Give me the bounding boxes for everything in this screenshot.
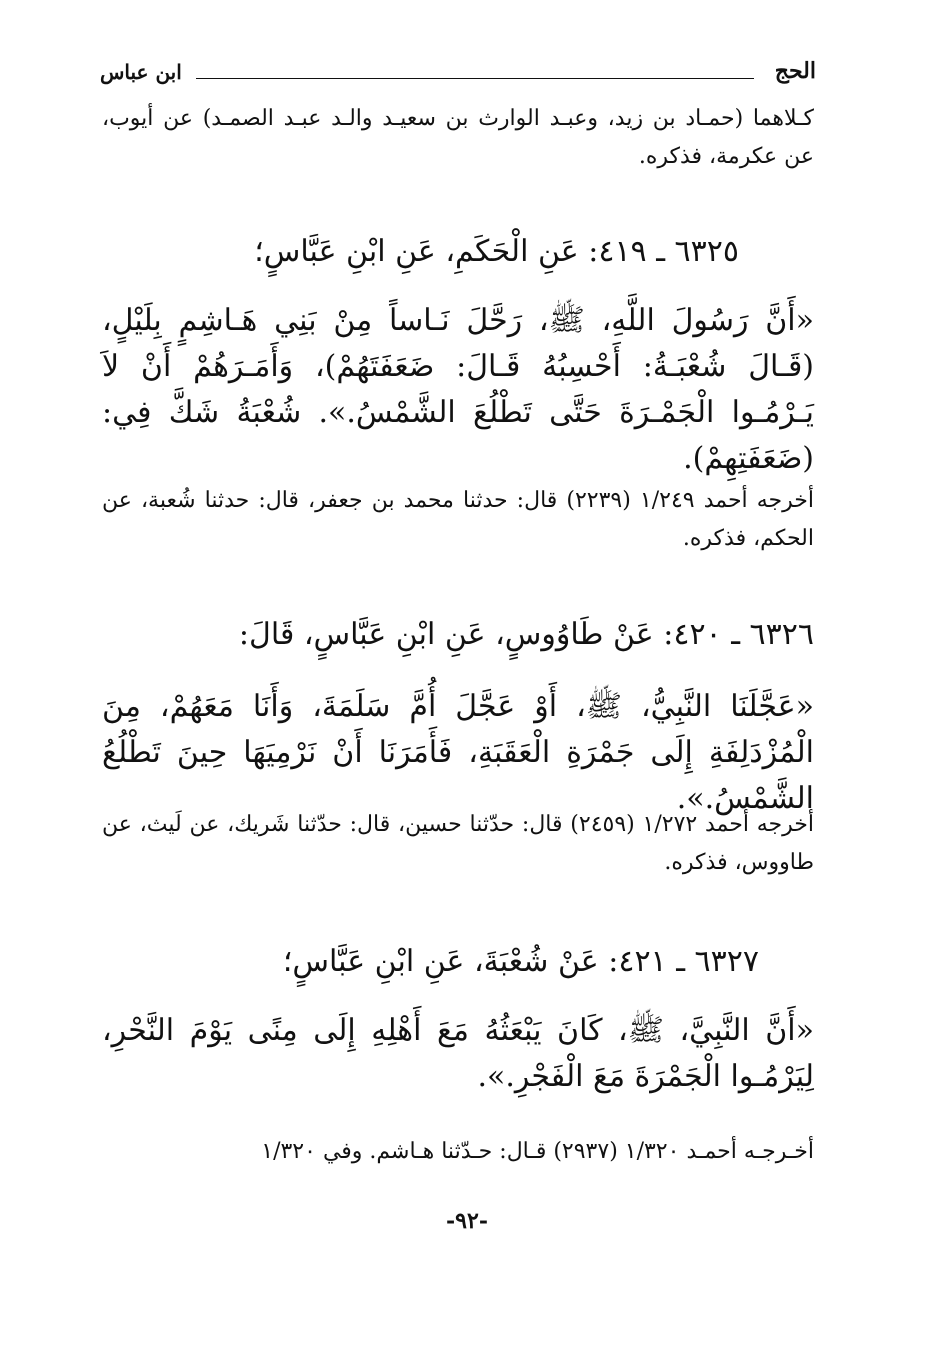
page-number: -٩٢-	[446, 1208, 488, 1234]
hadith-heading-6325: ٦٣٢٥ ـ ٤١٩: عَنِ الْحَكَمِ، عَنِ ابْنِ عَبَّاسٍ؛	[254, 234, 739, 269]
hadith-heading-6326: ٦٣٢٦ ـ ٤٢٠: عَنْ طَاوُوسٍ، عَنِ ابْنِ عَبَّاسٍ، قَالَ:	[238, 617, 814, 652]
hadith-text-6327: «أَنَّ النَّبِيَّ، ﷺ، كَانَ يَبْعَثُهُ مَعَ أَهْلِهِ إِلَى مِنًى يَوْمَ النَّحْرِ، لِيَرْمُـوا الْجَمْرَةَ مَعَ الْفَجْرِ.».	[102, 1013, 814, 1094]
hadith-text-6325: «أَنَّ رَسُولَ اللَّهِ، ﷺ، رَحَّلَ نَـاساً مِنْ بَنِي هَـاشِمٍ بِلَيْلٍ، (قَـالَ شُعْبَـةُ: أَحْسِبُهُ قَـالَ: ضَعَفَتَهُمْ)، وَأَمَـرَهُمْ أَنْ لاَ يَـرْمُـوا الْجَمْـرَةَ حَتَّى تَطْلُعَ الشَّمْسُ.». شُعْبَةُ شَكَّ فِي: (ضَعَفَتِهِمْ).	[102, 303, 814, 476]
header-narrator-title: ابن عباس	[100, 60, 182, 84]
hadith-text-6326: «عَجَّلَنَا النَّبِيُّ، ﷺ، أَوْ عَجَّلَ أُمَّ سَلَمَةَ، وَأَنَا مَعَهُمْ، مِنَ الْمُزْدَلِفَةِ إِلَى جَمْرَةِ الْعَقَبَةِ، فَأَمَرَنَا أَنْ نَرْمِيَهَا حِينَ تَطْلُعُ الشَّمْسُ.».	[102, 689, 814, 816]
source-note-6326: أخرجه أحمد ١/٢٧٢ (٢٤٥٩) قال: حدّثنا حسين، قال: حدّثنا شَريك، عن لَيث، عن طاووس، فذكره.	[102, 812, 814, 875]
running-header	[100, 58, 816, 90]
source-note-continued: كـلاهما (حمـاد بن زيد، وعبـد الوارث بن سعيـد والـد عبـد الصمـد) عن أيوب، عن عكرمة، فذكره.	[102, 106, 814, 169]
source-note-6325: أخرجه أحمد ١/٢٤٩ (٢٢٣٩) قال: حدثنا محمد بن جعفر، قال: حدثنا شُعبة، عن الحكم، فذكره.	[102, 488, 815, 551]
header-rule	[196, 78, 754, 79]
hadith-heading-6327: ٦٣٢٧ ـ ٤٢١: عَنْ شُعْبَةَ، عَنِ ابْنِ عَبَّاسٍ؛	[282, 944, 759, 979]
header-chapter-title: الحج	[774, 58, 816, 84]
source-note-6327: أخـرجـه أحمـد ١/٣٢٠ (٢٩٣٧) قـال: حـدّثنا هـاشم. وفي ١/٣٢٠	[261, 1139, 814, 1164]
